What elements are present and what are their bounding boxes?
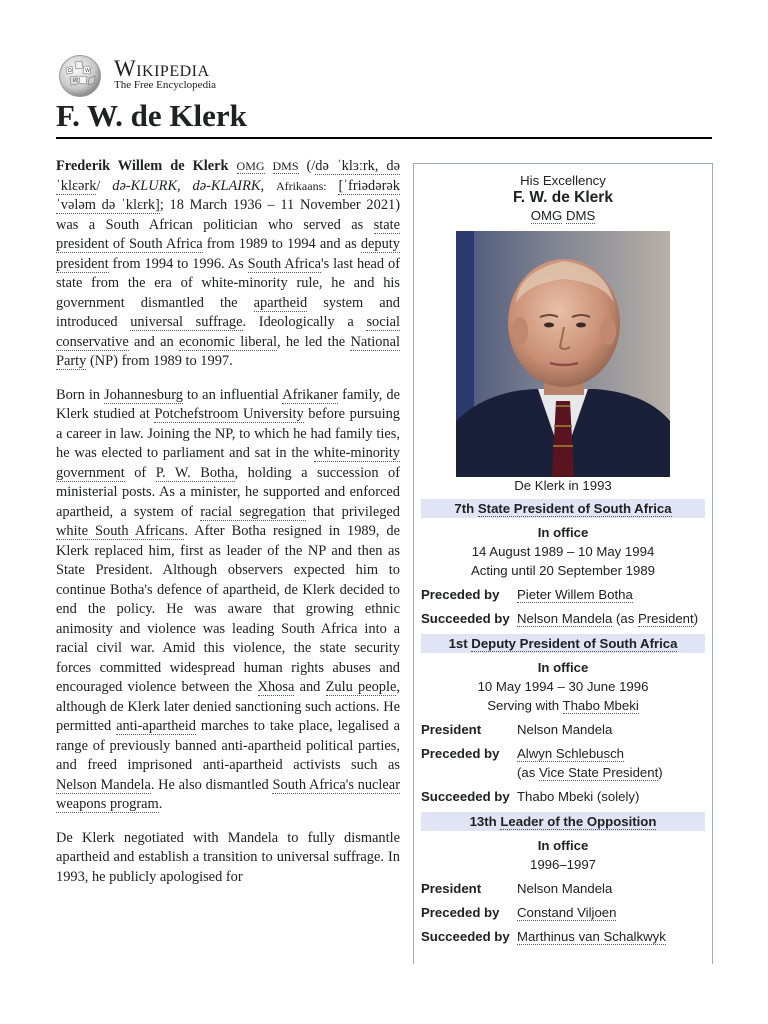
text: , he led the: [276, 333, 351, 350]
link-nuclear-weapons-program[interactable]: South Africa's nuclear weapons program: [56, 776, 400, 812]
succeeded-by-row: [421, 787, 705, 806]
term-dates: 10 May 1994 – 30 June 1996: [477, 679, 649, 694]
succeeded-by-label: Succeeded by: [421, 789, 510, 804]
lead-paragraph-3: De Klerk negotiated with Mandela to fully dismantle apartheid and establish a transition to universal suffrage. In 1993, he publicly apologised for: [56, 829, 400, 885]
link-universal-suffrage[interactable]: universal suffrage: [130, 314, 243, 330]
svg-text:И: И: [73, 78, 77, 84]
office-ordinal: 7th: [454, 501, 475, 516]
office-ordinal: 13th: [469, 814, 497, 829]
text: .: [158, 796, 163, 812]
term-dates: 1996–1997: [529, 857, 596, 872]
link-marthinus-van-schalkwyk[interactable]: Marthinus van Schalkwyk: [517, 929, 666, 944]
office-header-state-president: [421, 499, 705, 518]
term-note: Acting until 20 September 1989: [470, 563, 655, 578]
text: , although de Klerk later denied sanctioning such actions. He permitted: [56, 679, 400, 734]
text: that privileged: [305, 503, 400, 520]
text: (NP) from 1989 to 1997.: [86, 353, 233, 369]
president-label: President: [421, 722, 482, 737]
text: /: [96, 177, 113, 194]
honorific-prefix: His Excellency: [520, 173, 606, 188]
link-national-party[interactable]: National Party: [56, 333, 400, 369]
portrait-caption: De Klerk in 1993: [514, 478, 612, 493]
link-white-minority-government[interactable]: white-minority government: [56, 445, 400, 481]
link-social-conservative[interactable]: social conservative: [56, 314, 400, 350]
president-value: Nelson Mandela: [517, 881, 613, 896]
wikipedia-globe-logo[interactable]: [56, 54, 104, 98]
omg-link[interactable]: OMG: [236, 159, 265, 173]
text: (as: [517, 765, 539, 780]
ipa-pronunciation-link[interactable]: də ˈklɜːrk, də ˈklɛərk: [56, 158, 400, 194]
text: ): [693, 611, 699, 626]
succeeded-by-label: Succeeded by: [421, 929, 510, 944]
link-thabo-mbeki[interactable]: Thabo Mbeki: [562, 698, 639, 713]
president-label: President: [421, 881, 482, 896]
succeeded-by-value: [517, 927, 705, 946]
infobox-name: F. W. de Klerk: [513, 189, 613, 206]
text: system and introduced: [56, 294, 400, 330]
link-nelson-mandela[interactable]: Nelson Mandela: [56, 776, 151, 793]
serving-with: [414, 696, 712, 715]
lead-paragraph-2: [56, 386, 400, 815]
preceded-by-label: Preceded by: [421, 905, 500, 920]
link-vice-state-president[interactable]: Vice State President: [538, 765, 659, 780]
in-office-label: In office: [537, 525, 589, 540]
text: (/: [306, 158, 316, 174]
preceded-by-label: Preceded by: [421, 746, 500, 761]
link-constand-viljoen[interactable]: Constand Viljoen: [517, 905, 617, 920]
text: ): [658, 765, 663, 780]
succeeded-by-row: [421, 927, 705, 946]
text: marches to take place, legalised a range of previously banned anti-apartheid political parties, and freed imprisoned anti-apartheid activists such as: [56, 718, 400, 773]
office-header-leader-opposition: [421, 812, 705, 831]
link-xhosa[interactable]: Xhosa: [257, 679, 295, 695]
link-nelson-mandela[interactable]: Nelson Mandela: [517, 611, 613, 626]
link-anti-apartheid[interactable]: anti-apartheid: [116, 718, 196, 734]
link-apartheid[interactable]: apartheid: [253, 294, 308, 311]
link-afrikaner[interactable]: Afrikaner: [282, 386, 339, 403]
text: (as: [612, 611, 638, 626]
link-potchefstroom-university[interactable]: Potchefstroom University: [154, 406, 304, 422]
preceded-by-value: [517, 585, 705, 604]
preceded-by-value: [517, 744, 705, 782]
text: Born in: [56, 386, 105, 403]
office-header-deputy-president: [421, 634, 705, 653]
text: and an: [128, 333, 179, 350]
link-deputy-president[interactable]: deputy president: [56, 236, 400, 272]
preceded-by-value: [517, 903, 705, 922]
preceded-by-label: Preceded by: [421, 587, 500, 602]
succeeded-by-value: Thabo Mbeki (solely): [517, 789, 640, 804]
text: before pursuing a career in law. Joining the NP, to which he had family ties, he was elected to parliament and sat in the: [56, 406, 400, 461]
link-pw-botha[interactable]: P. W. Botha: [155, 464, 235, 481]
preceded-by-row: [421, 585, 705, 604]
infobox: [413, 163, 713, 964]
in-office-label: In office: [537, 838, 589, 853]
omg-link[interactable]: OMG: [530, 208, 563, 223]
text: family, de Klerk studied at: [56, 386, 400, 422]
text: from 1994 to 1996. As: [108, 255, 248, 272]
page-title: F. W. de Klerk: [56, 98, 247, 133]
link-economic-liberal[interactable]: economic liberal: [178, 333, 277, 350]
text: to an influential: [182, 386, 283, 403]
text: of: [124, 464, 156, 481]
respelling: də-KLURK, də-KLAIRK: [112, 177, 261, 194]
link-state-president[interactable]: state president of South Africa: [56, 216, 400, 252]
link-pieter-willem-botha[interactable]: Pieter Willem Botha: [517, 587, 633, 602]
svg-text:W: W: [85, 68, 90, 74]
president-row: [421, 879, 705, 898]
dms-link[interactable]: DMS: [272, 159, 299, 173]
term-dates: 14 August 1989 – 10 May 1994: [471, 544, 655, 559]
president-row: [421, 720, 705, 739]
portrait-photo[interactable]: [456, 231, 670, 477]
text: . After Botha resigned in 1989, de Klerk replaced him, first as leader of the NP and then as State President. Although observers expected him to continue Botha's defence of apartheid, de Klerk decided to end the policy. He was aware that growing ethnic animosity and violence was leading South Africa into a racial civil war. Amid this violence, the state security forces committed widespread human rights abuses and encouraged violence between the: [56, 523, 400, 695]
link-state-president[interactable]: State President of South Africa: [477, 501, 672, 516]
link-deputy-president[interactable]: Deputy President of South Africa: [471, 636, 678, 651]
lead-paragraph-1: Frederik Willem de Klerk OMG DMS (/də ˈklɜːrk, də ˈklɛərk/ də-KLURK, də-KLAIRK, Afrikaans: [ˈfriədərək ˈvələm də ˈklɛrk]; 18 March 1936 – 11 November 2021) was a South African politician who served as state president of South Africa from 1989 to 1994 and as deputy president from 1994 to 1996. As South Africa's last head of state from the era of white-minority rule, he and his government dismantled the apartheid system and introduced universal suffrage. Ideologically a social conservative and an economic liberal, he led the National Party (NP) from 1989 to 1997.: [56, 158, 400, 369]
afrikaans-label: Afrikaans:: [275, 178, 327, 193]
infobox-honours: [414, 208, 712, 223]
link-zulu-people[interactable]: Zulu people: [325, 679, 397, 695]
subject-name: Frederik Willem de Klerk: [56, 158, 229, 174]
link-south-africa[interactable]: South Africa: [247, 255, 322, 272]
wikipedia-wordmark[interactable]: Wikipedia: [114, 56, 210, 81]
office-ordinal: 1st: [448, 636, 468, 651]
text: Serving with: [487, 698, 563, 713]
text: 's last head of state from the era of white-minority rule, he and his government dismantled the: [56, 255, 400, 311]
text: , holding a succession of ministerial posts. As a minister, he supported and enforced apartheid, a system of: [56, 464, 400, 520]
text: ; 18 March 1936 – 11 November 2021) was a South African politician who served as: [56, 197, 400, 233]
text: . He also dismantled: [150, 776, 273, 793]
link-white-south-africans[interactable]: white South Africans: [56, 523, 185, 539]
text: . Ideologically a: [242, 314, 367, 330]
succeeded-by-label: Succeeded by: [421, 611, 510, 626]
text: and: [294, 679, 326, 695]
article-body: [56, 157, 400, 947]
link-alwyn-schlebusch[interactable]: Alwyn Schlebusch: [517, 746, 625, 761]
title-underline: [56, 137, 712, 139]
preceded-by-row: [421, 744, 705, 782]
president-value: Nelson Mandela: [517, 722, 613, 737]
link-racial-segregation[interactable]: racial segregation: [200, 503, 306, 520]
preceded-by-row: [421, 903, 705, 922]
afrikaans-ipa-link[interactable]: [ˈfriədərək ˈvələm də ˈklɛrk]: [56, 177, 400, 213]
link-president[interactable]: President: [637, 611, 694, 626]
link-johannesburg[interactable]: Johannesburg: [104, 386, 183, 403]
succeeded-by-value: [517, 609, 705, 628]
svg-text:Ω: Ω: [68, 68, 72, 74]
succeeded-by-row: [421, 609, 705, 628]
wikipedia-tagline: The Free Encyclopedia: [114, 79, 217, 91]
dms-link[interactable]: DMS: [565, 208, 596, 223]
text: from 1989 to 1994 and as: [202, 236, 361, 252]
in-office-label: In office: [537, 660, 589, 675]
link-leader-of-the-opposition[interactable]: Leader of the Opposition: [500, 814, 657, 829]
